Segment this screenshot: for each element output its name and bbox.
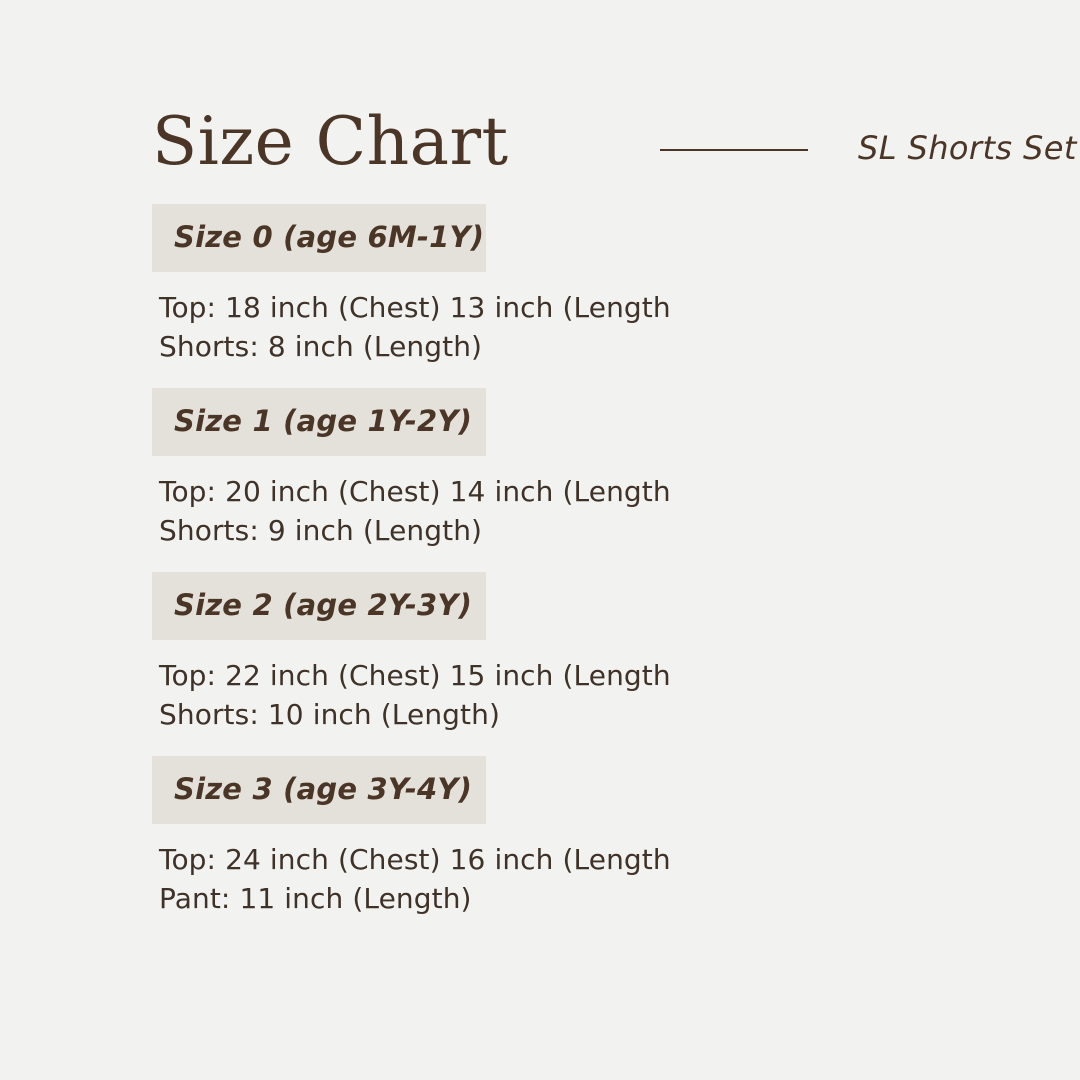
size-measurements	[152, 288, 1002, 366]
size-label: Size 3 (age 3Y-4Y)	[174, 772, 473, 806]
size-measurements	[152, 472, 1002, 550]
size-label: Size 0 (age 6M-1Y)	[174, 220, 485, 254]
size-heading-band	[152, 204, 486, 272]
size-heading-band	[152, 572, 486, 640]
measurement-line: Shorts: 9 inch (Length)	[159, 514, 483, 547]
product-name: SL Shorts Set	[858, 129, 1077, 167]
page-title: Size Chart	[152, 103, 509, 180]
size-label: Size 1 (age 1Y-2Y)	[174, 404, 473, 438]
measurement-line: Top: 22 inch (Chest) 15 inch (Length	[159, 659, 671, 692]
size-label: Size 2 (age 2Y-3Y)	[174, 588, 473, 622]
size-block	[152, 756, 1002, 918]
measurement-line: Top: 20 inch (Chest) 14 inch (Length	[159, 475, 671, 508]
size-heading-band	[152, 756, 486, 824]
size-heading-band	[152, 388, 486, 456]
header	[152, 100, 1077, 190]
size-block	[152, 388, 1002, 550]
measurement-line: Pant: 11 inch (Length)	[159, 882, 472, 915]
measurement-line: Shorts: 8 inch (Length)	[159, 330, 483, 363]
size-list	[152, 204, 1002, 940]
size-block	[152, 204, 1002, 366]
measurement-line: Top: 18 inch (Chest) 13 inch (Length	[159, 291, 671, 324]
size-measurements	[152, 840, 1002, 918]
size-measurements	[152, 656, 1002, 734]
size-block	[152, 572, 1002, 734]
measurement-line: Top: 24 inch (Chest) 16 inch (Length	[159, 843, 671, 876]
title-divider	[660, 149, 808, 151]
measurement-line: Shorts: 10 inch (Length)	[159, 698, 500, 731]
